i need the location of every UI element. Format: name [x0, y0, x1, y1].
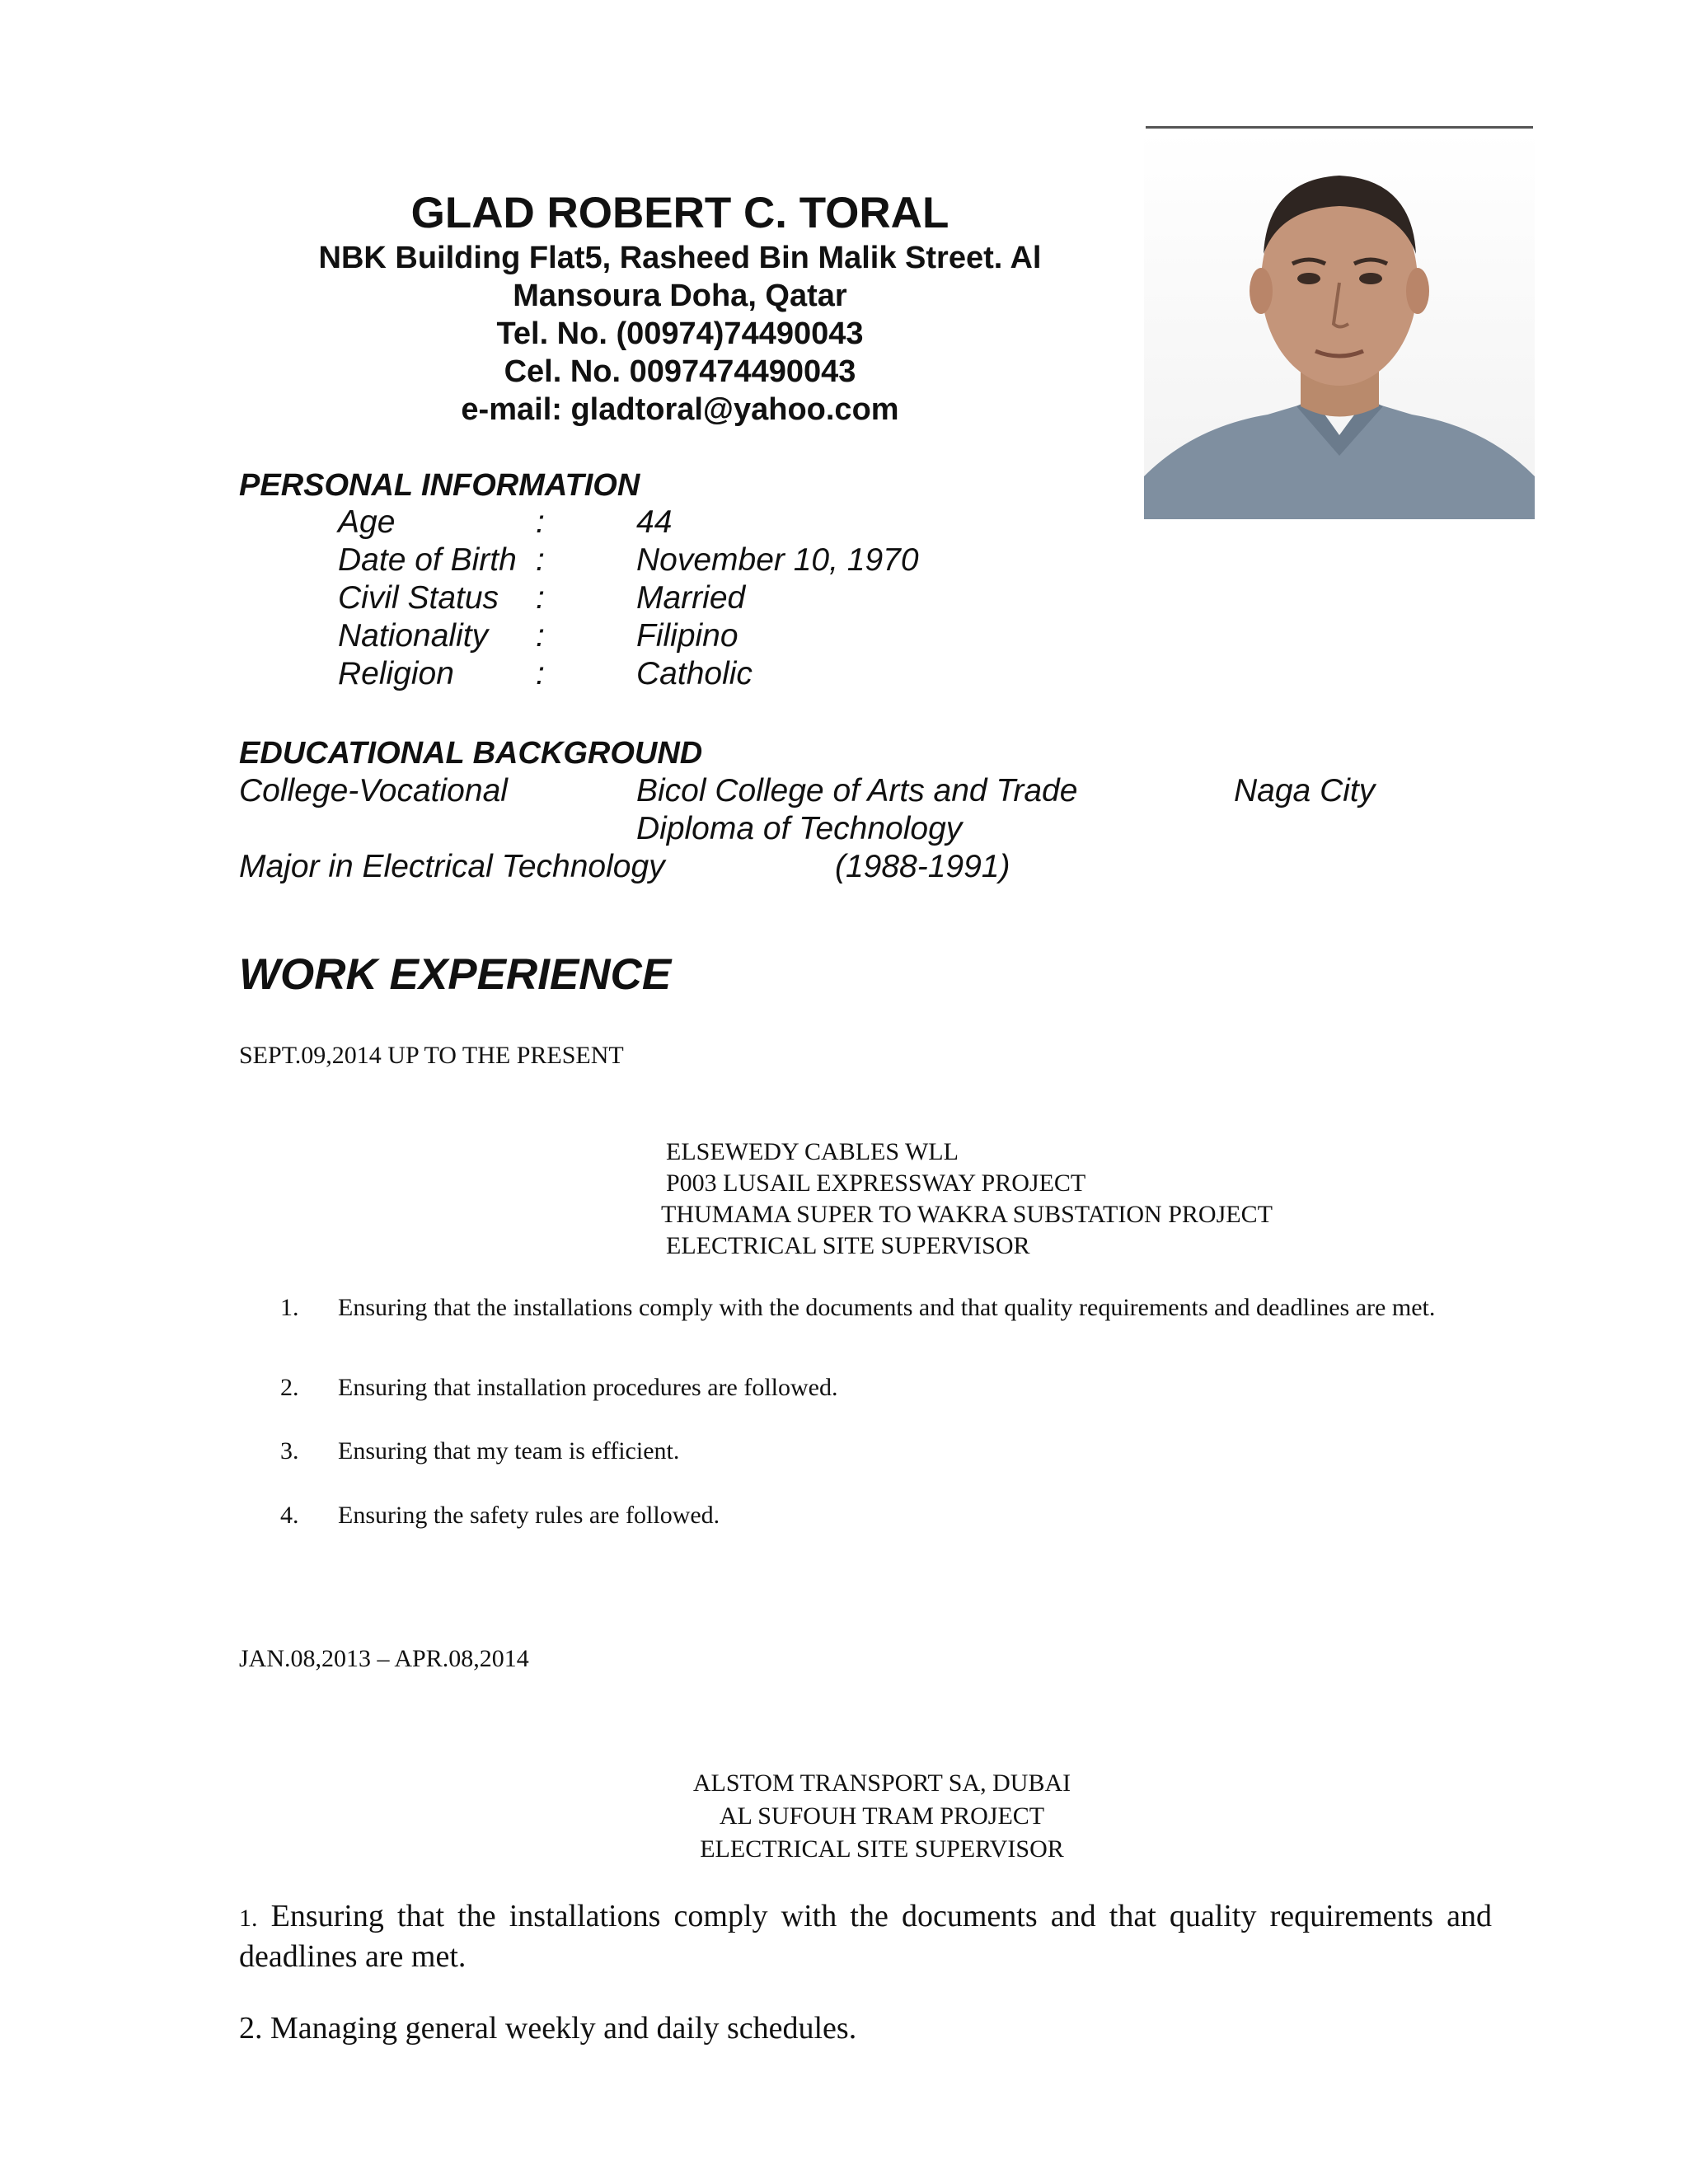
duty-text: Ensuring the safety rules are followed.: [338, 1502, 720, 1529]
telephone: Tel. No. (00974)74490043: [496, 316, 864, 351]
job2-company: ALSTOM TRANSPORT SA, DUBAI: [692, 1769, 1071, 1797]
job1-duty-item: [280, 1498, 1517, 1533]
cellphone: Cel. No. 0097474490043: [504, 354, 856, 389]
personal-info-heading: PERSONAL INFORMATION: [239, 468, 640, 503]
nationality-label: Nationality: [338, 618, 489, 654]
duty-number: 3.: [280, 1437, 299, 1465]
photo-top-rule: [1146, 126, 1533, 129]
job2-position: ELECTRICAL SITE SUPERVISOR: [700, 1835, 1064, 1863]
resume-header: [206, 188, 1154, 429]
address-line-1: NBK Building Flat5, Rasheed Bin Malik Street. Al: [318, 241, 1042, 275]
job1-company: ELSEWEDY CABLES WLL: [666, 1138, 959, 1165]
nationality-value: Filipino: [636, 618, 738, 654]
job1-date: SEPT.09,2014 UP TO THE PRESENT: [239, 1042, 624, 1069]
job1-project-2: THUMAMA SUPER TO WAKRA SUBSTATION PROJECT: [661, 1201, 1273, 1228]
age-value: 44: [636, 504, 673, 540]
education-location: Naga City: [1234, 773, 1376, 808]
religion-label: Religion: [338, 656, 454, 691]
religion-colon: :: [536, 656, 545, 691]
education-years: (1988-1991): [835, 849, 1010, 884]
age-colon: :: [536, 504, 545, 540]
duty-text: Ensuring that installation procedures are followed.: [338, 1374, 838, 1401]
job2-duty-item: 2. Managing general weekly and daily schedules.: [239, 2011, 857, 2046]
job1-duty-item: [280, 1371, 1517, 1405]
nationality-colon: :: [536, 618, 545, 654]
work-experience-heading: WORK EXPERIENCE: [239, 950, 672, 999]
address-line-2: Mansoura Doha, Qatar: [513, 279, 847, 313]
duty-number: 4.: [280, 1502, 299, 1529]
dob-value: November 10, 1970: [636, 542, 919, 578]
job2-project: AL SUFOUH TRAM PROJECT: [719, 1802, 1045, 1830]
education-school: Bicol College of Arts and Trade: [636, 773, 1078, 808]
job2-details: [602, 1768, 1162, 1867]
duty-number: 1.: [239, 1905, 258, 1932]
dob-colon: :: [536, 542, 545, 578]
email: e-mail: gladtoral@yahoo.com: [461, 392, 899, 427]
duty-text: Ensuring that the installations comply with the documents and that quality requirements and deadlines are met.: [239, 1899, 1492, 1974]
job2-duty-item: [239, 1897, 1492, 1976]
education-major: Major in Electrical Technology: [239, 849, 665, 884]
job1-duty-item: [280, 1434, 1517, 1469]
education-level: College-Vocational: [239, 773, 508, 808]
civil-status-value: Married: [636, 580, 746, 616]
job2-date: JAN.08,2013 – APR.08,2014: [239, 1645, 529, 1672]
duty-number: 2.: [280, 1374, 299, 1401]
applicant-photo: [1144, 130, 1535, 519]
job1-details: [661, 1137, 1273, 1262]
civil-status-label: Civil Status: [338, 580, 499, 616]
dob-label: Date of Birth: [338, 542, 517, 578]
duty-text: Ensuring that my team is efficient.: [338, 1437, 680, 1465]
job1-duty-item: [280, 1291, 1517, 1325]
job1-project-1: P003 LUSAIL EXPRESSWAY PROJECT: [666, 1169, 1086, 1197]
civil-status-colon: :: [536, 580, 545, 616]
portrait-illustration: [1144, 130, 1535, 519]
applicant-name: GLAD ROBERT C. TORAL: [410, 189, 950, 237]
age-label: Age: [338, 504, 396, 540]
education-heading: EDUCATIONAL BACKGROUND: [239, 736, 703, 771]
religion-value: Catholic: [636, 656, 753, 691]
education-diploma: Diploma of Technology: [636, 811, 963, 846]
job1-position: ELECTRICAL SITE SUPERVISOR: [666, 1232, 1030, 1259]
duty-text: Ensuring that the installations comply with the documents and that quality requirements and deadlines are met.: [338, 1294, 1436, 1321]
duty-number: 1.: [280, 1294, 299, 1321]
